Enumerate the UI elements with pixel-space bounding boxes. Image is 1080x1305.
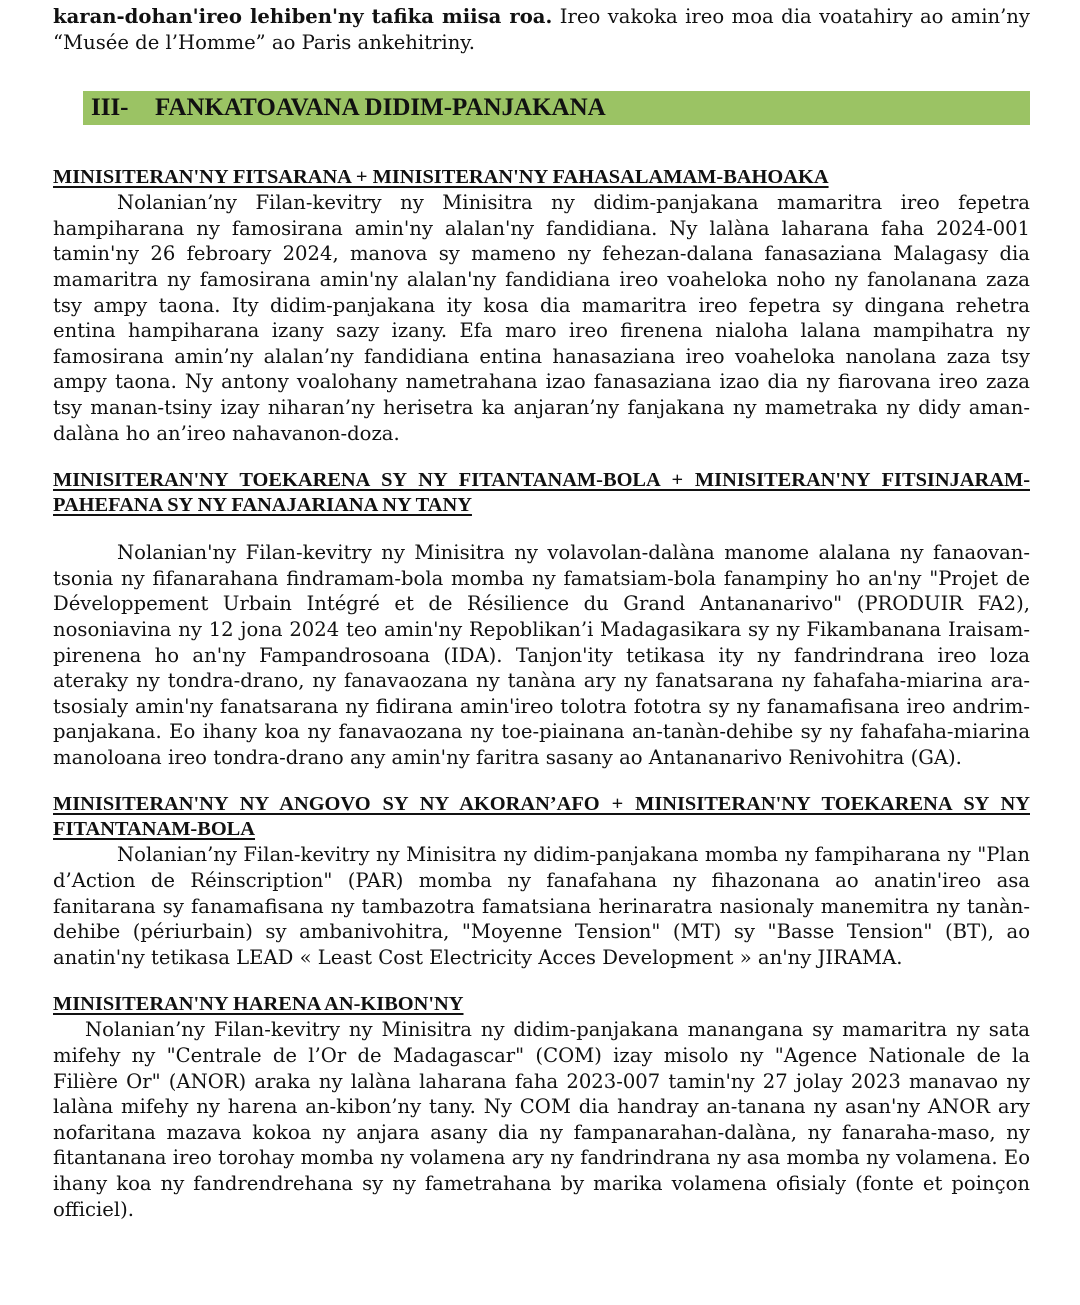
block-body-mines: Nolanian’ny Filan-kevitry ny Minisitra ny didim-panjakana manangana sy mamaritra ny sata mifehy ny "Centrale de l’Or de Madagascar" (COM) izay misolo ny "Agence Nationale de la Filière Or" (ANOR) araka ny lalàna laharana faha 2023-007 tamin'ny 27 jolay 2023 manavao ny lalàna mifehy ny harena an-kibon’ny tany. Ny COM dia handray an-tanana ny asan'ny ANOR ary nofaritana mazava kokoa ny anjara asany dia ny fampanarahan-dalàna, ny fanaraha-maso, ny fitantanana ireo torohay momba ny volamena ary ny fandrindrana ny asa momba ny volamena. Eo ihany koa ny fandrendrehana sy ny fametrahana by marika volamena ofisialy (fonte et poinçon officiel).	[53, 1018, 1030, 1221]
block-heading-energy-economy: MINISITERAN'NY NY ANGOVO SY NY AKORAN’AFO + MINISITERAN'NY TOEKARENA SY NY FITANTANAM-BOLA	[53, 793, 1030, 841]
intro-paragraph	[53, 4, 1030, 55]
block-heading-economy-decentralization: MINISITERAN'NY TOEKARENA SY NY FITANTANAM-BOLA + MINISITERAN'NY FITSINJARAM-PAHEFANA SY NY FANAJARIANA NY TANY	[53, 469, 1030, 517]
block-body-justice-health: Nolanian’ny Filan-kevitry ny Minisitra ny didim-panjakana mamaritra ireo fepetra hampiharana ny famosirana amin'ny alalan'ny fandidiana. Ny lalàna laharana faha 2024-001 tamin'ny 26 febroary 2024, manova sy mameno ny fehezan-dalana fanasaziana Malagasy dia mamaritra ny famosirana amin'ny alalan'ny fandidiana ireo voaheloka noho ny fanolanana zaza tsy ampy taona. Ity didim-panjakana ity kosa dia mamaritra ireo fepetra sy dingana rehetra entina hampiharana izany sazy izany. Efa maro ireo firenena nialoha lalana mampihatra ny famosirana amin’ny alalan’ny fandidiana entina hanasaziana ireo voaheloka nanolana zaza tsy ampy taona. Ny antony voalohany nametrahana izao fanasaziana izao dia ny fiarovana ireo zaza tsy manan-tsiny izay niharan’ny herisetra ka anjaran’ny fanjakana ny mametraka ny didy aman-dalàna ho an’ireo nahavanon-doza.	[53, 191, 1030, 445]
intro-text: Ireo vakoka ireo moa dia voatahiry ao amin’ny “Musée de l’Homme” ao Paris ankehitriny.	[53, 5, 1030, 54]
intro-bold-text: karan-dohan'ireo lehiben'ny tafika miisa roa.	[53, 5, 553, 28]
section-number: III-	[91, 94, 129, 122]
block-heading-justice-health: MINISITERAN'NY FITSARANA + MINISITERAN'NY FAHASALAMAM-BAHOAKA	[53, 166, 829, 189]
section-title: FANKATOAVANA DIDIM-PANJAKANA	[155, 94, 606, 122]
block-body-energy-economy: Nolanian’ny Filan-kevitry ny Minisitra ny didim-panjakana momba ny fampiharana ny "Plan d’Action de Réinscription" (PAR) momba ny fanafahana ny fihazonana ao anatin'ireo asa fanitarana sy fanamafisana ny tambazotra famatsiana herinaratra nasionaly manemitra ny tanàn-dehibe (périurbain) sy ambanivohitra, "Moyenne Tension" (MT) sy "Basse Tension" (BT), ao anatin'ny tetikasa LEAD « Least Cost Electricity Acces Development » an'ny JIRAMA.	[53, 843, 1030, 969]
block-heading-mines: MINISITERAN'NY HARENA AN-KIBON'NY	[53, 993, 464, 1016]
block-body-economy-decentralization: Nolanian'ny Filan-kevitry ny Minisitra ny volavolan-dalàna manome alalana ny fanaovan-tsonia ny fifanarahana findramam-bola momba ny famatsiam-bola fanampiny ho an'ny "Projet de Développement Urbain Intégré et de Résilience du Grand Antananarivo" (PRODUIR FA2), nosoniavina ny 12 jona 2024 teo amin'ny Repoblikan’i Madagasikara sy ny Fikambanana Iraisam-pirenena ho an'ny Fampandrosoana (IDA). Tanjon'ity tetikasa ity ny fandrindrana ireo loza ateraky ny tondra-drano, ny fanavaozana ny tanàna ary ny fanatsarana ny fahafaha-miarina ara-tsosialy amin'ny fanatsarana ny fidirana amin'ireo tolotra fototra sy ny fanamafisana ireo andrim-panjakana. Eo ihany koa ny fanavaozana ny toe-piainana an-tanàn-dehibe sy ny fahafaha-miarina manoloana ireo tondra-drano any amin'ny faritra sasany ao Antananarivo Renivohitra (GA).	[53, 541, 1030, 769]
section-heading-bar	[83, 91, 1030, 125]
